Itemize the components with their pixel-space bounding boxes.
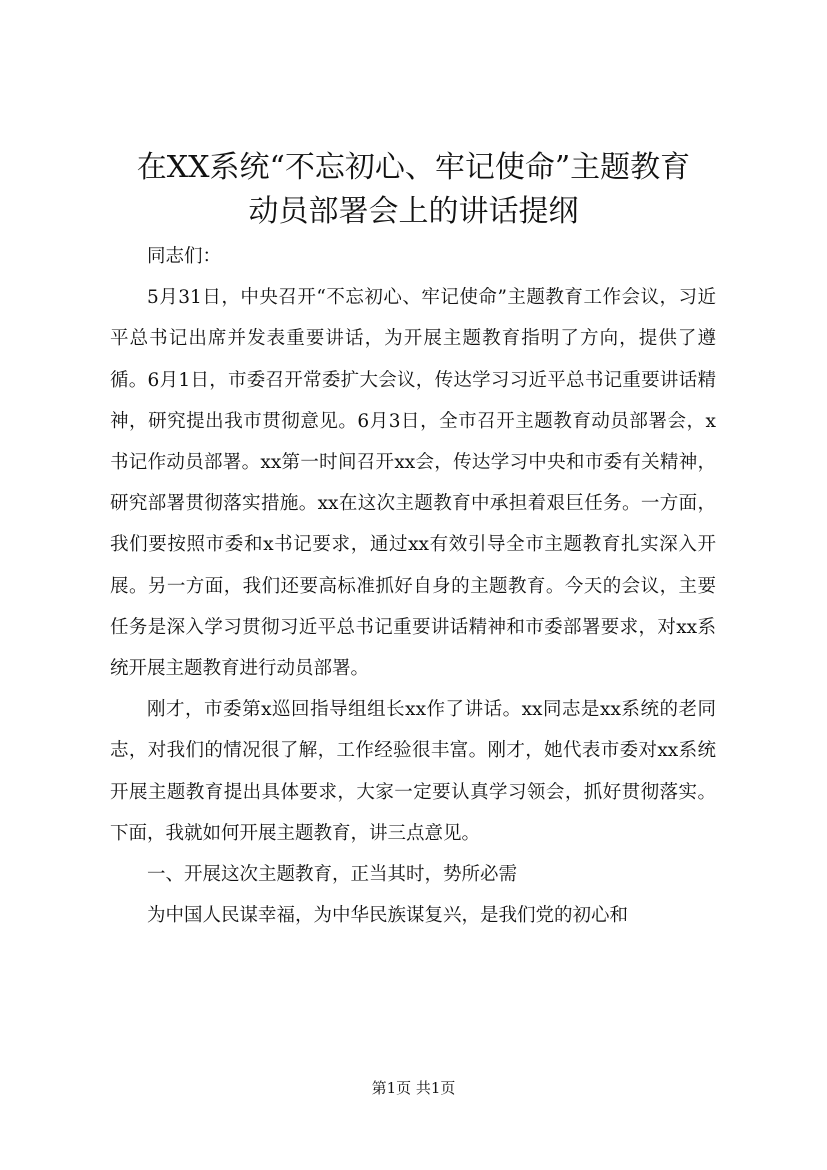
section-heading-1: 一、开展这次主题教育，正当其时，势所必需 (147, 864, 518, 886)
document-title-line-1: 在XX系统“不忘初心、牢记使命”主题教育 (136, 150, 691, 185)
paragraph-1: 5月31日，中央召开“不忘初心、牢记使命”主题教育工作会议，习近平总书记出席并发表重要讲话，为开展主题教育指明了方向，提供了遵循。6月1日，市委召开常委扩大会议，传达学习习近平总书记重要讲话精神，研究提出我市贯彻意见。6月3日，全市召开主题教育动员部署会，x书记作动员部署。xx第一时间召开xx会，传达学习中央和市委有关精神，研究部署贯彻落实措施。xx在这次主题教育中承担着艰巨任务。一方面，我们要按照市委和x书记要求，通过xx有效引导全市主题教育扎实深入开展。另一方面，我们还要高标准抓好自身的主题教育。今天的会议，主要任务是深入学习贯彻习近平总书记重要讲话精神和市委部署要求，对xx系统开展主题教育进行动员部署。 (110, 287, 716, 680)
paragraph-2: 刚才，市委第x巡回指导组组长xx作了讲话。xx同志是xx系统的老同志，对我们的情况很了解，工作经验很丰富。刚才，她代表市委对xx系统开展主题教育提出具体要求，大家一定要认真学习领会，抓好贯彻落实。下面，我就如何开展主题教育，讲三点意见。 (110, 699, 716, 844)
page-number-footer: 第1页 共1页 (371, 1079, 456, 1097)
paragraph-3: 为中国人民谋幸福，为中华民族谋复兴，是我们党的初心和 (147, 905, 629, 927)
greeting: 同志们： (147, 246, 222, 267)
document-body (110, 236, 716, 936)
document-title-line-2: 动员部署会上的讲话提纲 (248, 194, 579, 229)
